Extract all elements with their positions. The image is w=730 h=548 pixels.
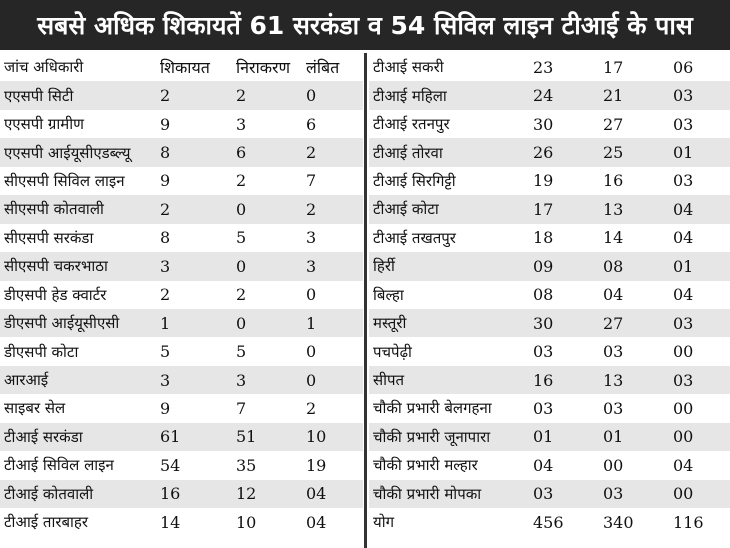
- officer-name-cell: चौकी प्रभारी मोपका: [373, 484, 482, 503]
- officer-name-cell: टीआई कोतवाली: [4, 484, 94, 503]
- table-row: [369, 451, 730, 479]
- table-row: [369, 281, 730, 309]
- count-cell: 456: [533, 512, 564, 532]
- table-row: [369, 138, 730, 166]
- count-cell: 8: [160, 143, 171, 163]
- count-cell: 04: [673, 455, 694, 475]
- table-row: [0, 337, 363, 365]
- table-row: [0, 480, 363, 508]
- officer-name-cell: टीआई सरकंडा: [4, 427, 83, 446]
- officer-name-cell: आरआई: [4, 371, 49, 390]
- count-cell: 04: [603, 285, 624, 305]
- count-cell: 01: [673, 256, 694, 276]
- count-cell: 01: [603, 427, 624, 447]
- count-cell: 10: [306, 427, 327, 447]
- table-row: [0, 366, 363, 394]
- table-row: [0, 224, 363, 252]
- officer-name-cell: एएसपी सिटी: [4, 86, 74, 105]
- count-cell: 0: [236, 313, 247, 333]
- table-row: [369, 224, 730, 252]
- officer-name-cell: साइबर सेल: [4, 399, 66, 418]
- officer-name-cell: एएसपी आईयूसीएडब्ल्यू: [4, 143, 131, 162]
- count-cell: 3: [236, 370, 247, 390]
- count-cell: 03: [533, 484, 554, 504]
- count-cell: 04: [673, 228, 694, 248]
- officer-name-cell: सीएसपी चकरभाठा: [4, 257, 108, 276]
- table-row: [369, 167, 730, 195]
- officer-name-cell: टीआई रतनपुर: [373, 115, 450, 134]
- table-row: [0, 451, 363, 479]
- count-cell: 0: [306, 285, 317, 305]
- count-cell: 2: [160, 86, 171, 106]
- officer-name-cell: हिर्री: [373, 257, 395, 276]
- count-cell: 16: [603, 171, 624, 191]
- count-cell: 18: [533, 228, 554, 248]
- count-cell: 00: [673, 484, 694, 504]
- count-cell: 2: [236, 171, 247, 191]
- table-row: [369, 309, 730, 337]
- count-cell: 25: [603, 143, 624, 163]
- count-cell: 0: [306, 370, 317, 390]
- count-cell: 7: [236, 398, 247, 418]
- count-cell: 04: [673, 199, 694, 219]
- count-cell: 9: [160, 398, 171, 418]
- count-cell: 03: [673, 171, 694, 191]
- count-cell: 26: [533, 143, 554, 163]
- table-header-row: [0, 53, 363, 81]
- count-cell: 00: [673, 342, 694, 362]
- table-row: [369, 110, 730, 138]
- count-cell: 03: [603, 342, 624, 362]
- table-row: [369, 423, 730, 451]
- table-row: [369, 81, 730, 109]
- count-cell: 54: [160, 455, 181, 475]
- count-cell: 16: [160, 484, 181, 504]
- count-cell: 06: [673, 57, 694, 77]
- table-row: [0, 138, 363, 166]
- table-row: [0, 110, 363, 138]
- officer-name-cell: चौकी प्रभारी जूनापारा: [373, 427, 491, 446]
- count-cell: 3: [236, 114, 247, 134]
- count-cell: 8: [160, 228, 171, 248]
- count-cell: 340: [603, 512, 634, 532]
- count-cell: 19: [306, 455, 327, 475]
- column-header: निराकरण: [236, 58, 291, 78]
- count-cell: 24: [533, 86, 554, 106]
- officer-name-cell: सीएसपी सरकंडा: [4, 228, 94, 247]
- count-cell: 30: [533, 114, 554, 134]
- officer-name-cell: चौकी प्रभारी बेलगहना: [373, 399, 492, 418]
- officer-name-cell: सीएसपी कोतवाली: [4, 200, 104, 219]
- table-row: [369, 394, 730, 422]
- count-cell: 03: [673, 86, 694, 106]
- table-row: [369, 337, 730, 365]
- count-cell: 9: [160, 171, 171, 191]
- count-cell: 51: [236, 427, 257, 447]
- count-cell: 5: [236, 342, 247, 362]
- count-cell: 19: [533, 171, 554, 191]
- count-cell: 03: [673, 370, 694, 390]
- count-cell: 16: [533, 370, 554, 390]
- count-cell: 08: [533, 285, 554, 305]
- count-cell: 10: [236, 512, 257, 532]
- count-cell: 2: [306, 143, 317, 163]
- count-cell: 01: [673, 143, 694, 163]
- officer-name-cell: सीएसपी सिविल लाइन: [4, 171, 125, 190]
- count-cell: 03: [603, 398, 624, 418]
- count-cell: 0: [306, 342, 317, 362]
- table-row: [0, 508, 363, 536]
- count-cell: 01: [533, 427, 554, 447]
- officer-name-cell: डीएसपी हेड क्वार्टर: [4, 285, 107, 304]
- count-cell: 12: [236, 484, 257, 504]
- table-row: [369, 252, 730, 280]
- count-cell: 6: [306, 114, 317, 134]
- count-cell: 6: [236, 143, 247, 163]
- count-cell: 03: [533, 342, 554, 362]
- count-cell: 9: [160, 114, 171, 134]
- count-cell: 2: [236, 285, 247, 305]
- count-cell: 30: [533, 313, 554, 333]
- count-cell: 03: [673, 114, 694, 134]
- table-row: [0, 252, 363, 280]
- officer-name-cell: मस्तूरी: [373, 314, 407, 333]
- table-row: [0, 281, 363, 309]
- count-cell: 04: [306, 512, 327, 532]
- count-cell: 09: [533, 256, 554, 276]
- count-cell: 17: [533, 199, 554, 219]
- count-cell: 2: [306, 199, 317, 219]
- count-cell: 1: [306, 313, 317, 333]
- count-cell: 27: [603, 313, 624, 333]
- count-cell: 04: [306, 484, 327, 504]
- officer-name-cell: डीएसपी आईयूसीएसी: [4, 314, 120, 333]
- count-cell: 08: [603, 256, 624, 276]
- count-cell: 0: [236, 199, 247, 219]
- table-row: [0, 423, 363, 451]
- table-row: [369, 366, 730, 394]
- officer-name-cell: टीआई तोरवा: [373, 143, 443, 162]
- table-row: [369, 508, 730, 536]
- count-cell: 0: [306, 86, 317, 106]
- count-cell: 61: [160, 427, 181, 447]
- page-title: सबसे अधिक शिकायतें 61 सरकंडा व 54 सिविल लाइन टीआई के पास: [0, 0, 730, 50]
- count-cell: 03: [673, 313, 694, 333]
- count-cell: 35: [236, 455, 257, 475]
- officer-name-cell: पचपेढ़ी: [373, 342, 412, 361]
- count-cell: 13: [603, 199, 624, 219]
- table-row: [369, 480, 730, 508]
- officer-name-cell: टीआई तखतपुर: [373, 228, 456, 247]
- column-header: जांच अधिकारी: [4, 58, 84, 77]
- officer-name-cell: टीआई सिविल लाइन: [4, 456, 114, 475]
- column-header: लंबित: [306, 58, 340, 78]
- count-cell: 04: [533, 455, 554, 475]
- table-row: [0, 394, 363, 422]
- table-row: [0, 309, 363, 337]
- column-header: शिकायत: [160, 58, 210, 78]
- officer-name-cell: एएसपी ग्रामीण: [4, 115, 84, 134]
- table-row: [0, 167, 363, 195]
- count-cell: 0: [236, 256, 247, 276]
- count-cell: 3: [306, 256, 317, 276]
- table-row: [369, 53, 730, 81]
- count-cell: 00: [673, 427, 694, 447]
- officer-name-cell: डीएसपी कोटा: [4, 342, 79, 361]
- table-row: [0, 195, 363, 223]
- count-cell: 23: [533, 57, 554, 77]
- officer-name-cell: बिल्हा: [373, 285, 404, 304]
- officer-name-cell: सीपत: [373, 371, 405, 390]
- count-cell: 04: [673, 285, 694, 305]
- officer-name-cell: योग: [373, 513, 395, 532]
- officer-name-cell: टीआई कोटा: [373, 200, 439, 219]
- count-cell: 3: [160, 370, 171, 390]
- table-row: [0, 81, 363, 109]
- count-cell: 14: [160, 512, 181, 532]
- right-table: [369, 53, 730, 548]
- count-cell: 03: [603, 484, 624, 504]
- count-cell: 00: [603, 455, 624, 475]
- count-cell: 3: [306, 228, 317, 248]
- count-cell: 7: [306, 171, 317, 191]
- count-cell: 3: [160, 256, 171, 276]
- officer-name-cell: टीआई महिला: [373, 86, 447, 105]
- count-cell: 5: [236, 228, 247, 248]
- officer-name-cell: टीआई सकरी: [373, 58, 444, 77]
- count-cell: 13: [603, 370, 624, 390]
- count-cell: 2: [160, 199, 171, 219]
- count-cell: 5: [160, 342, 171, 362]
- count-cell: 27: [603, 114, 624, 134]
- officer-name-cell: टीआई सिरगिट्टी: [373, 171, 456, 190]
- count-cell: 21: [603, 86, 624, 106]
- count-cell: 2: [160, 285, 171, 305]
- count-cell: 116: [673, 512, 704, 532]
- table-row: [369, 195, 730, 223]
- column-divider: [364, 53, 367, 548]
- count-cell: 2: [306, 398, 317, 418]
- count-cell: 17: [603, 57, 624, 77]
- left-table: [0, 53, 363, 548]
- count-cell: 14: [603, 228, 624, 248]
- count-cell: 03: [533, 398, 554, 418]
- count-cell: 1: [160, 313, 171, 333]
- officer-name-cell: चौकी प्रभारी मल्हार: [373, 456, 478, 475]
- count-cell: 00: [673, 398, 694, 418]
- officer-name-cell: टीआई तारबाहर: [4, 513, 89, 532]
- count-cell: 2: [236, 86, 247, 106]
